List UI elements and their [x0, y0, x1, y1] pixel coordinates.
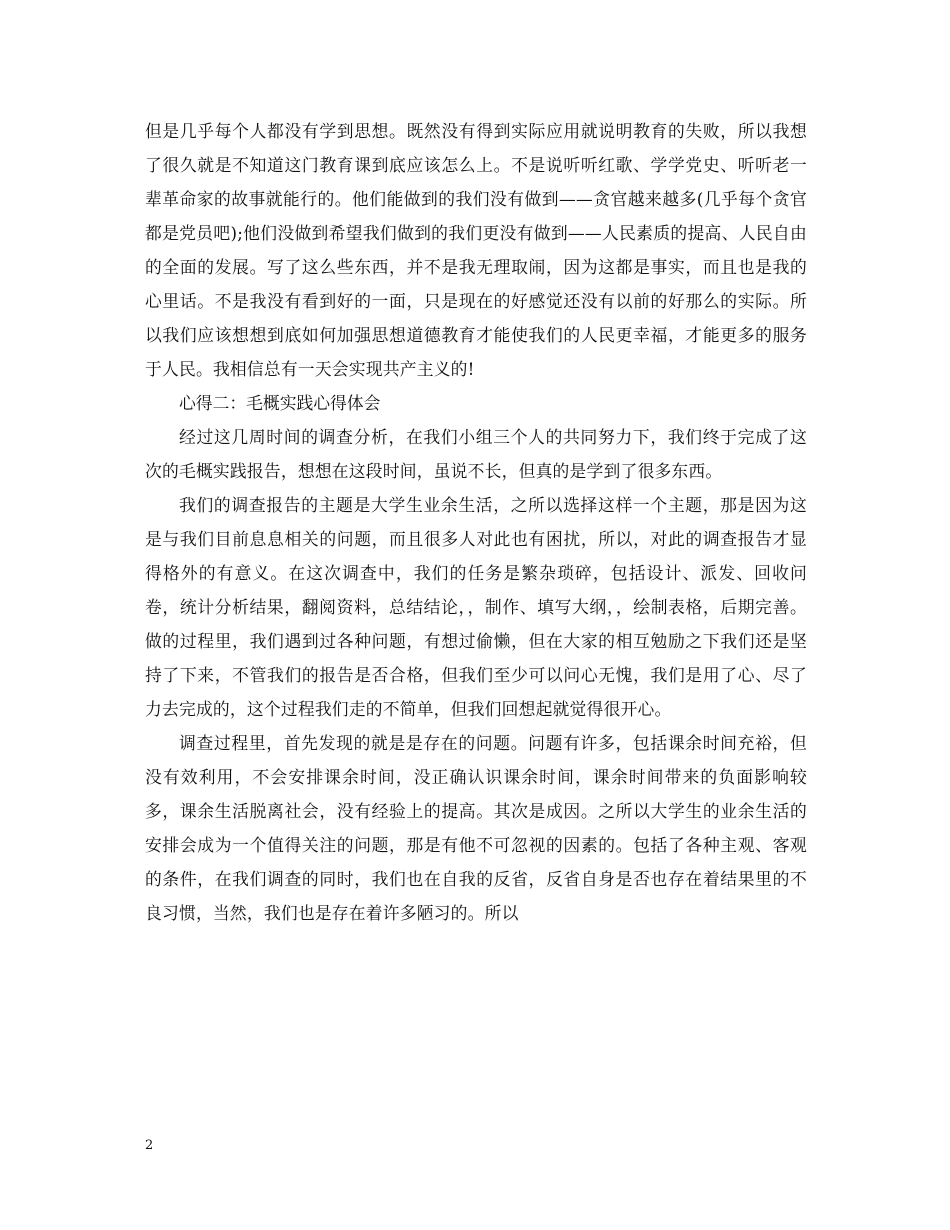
document-body — [145, 114, 807, 930]
paragraph-2: 经过这几周时间的调查分析，在我们小组三个人的共同努力下，我们终于完成了这次的毛概实践报告，想想在这段时间，虽说不长，但真的是学到了很多东西。 — [145, 427, 807, 481]
section-heading: 心得二：毛概实践心得体会 — [179, 393, 381, 413]
page-number: 2 — [145, 1138, 154, 1153]
paragraph-3: 我们的调查报告的主题是大学生业余生活，之所以选择这样一个主题，那是因为这是与我们目前息息相关的问题，而且很多人对此也有困扰，所以，对此的调查报告才显得格外的有意义。在这次调查中，我们的任务是繁杂琐碎，包括设计、派发、回收问卷，统计分析结果，翻阅资料，总结结论，，制作、填写大纲，，绘制表格，后期完善。做的过程里，我们遇到过各种问题，有想过偷懒，但在大家的相互勉励之下我们还是坚持了下来，不管我们的报告是否合格，但我们至少可以问心无愧，我们是用了心、尽了力去完成的，这个过程我们走的不简单，但我们回想起就觉得很开心。 — [145, 495, 807, 719]
paragraph-1: 但是几乎每个人都没有学到思想。既然没有得到实际应用就说明教育的失败，所以我想了很久就是不知道这门教育课到底应该怎么上。不是说听听红歌、学学党史、听听老一辈革命家的故事就能行的。他们能做到的我们没有做到——贪官越来越多(几乎每个贪官都是党员吧);他们没做到希望我们做到的我们更没有做到——人民素质的提高、人民自由的全面的发展。写了这么些东西，并不是我无理取闹，因为这都是事实，而且也是我的心里话。不是我没有看到好的一面，只是现在的好感觉还没有以前的好那么的实际。所以我们应该想想到底如何加强思想道德教育才能使我们的人民更幸福，才能更多的服务于人民。我相信总有一天会实现共产主义的! — [145, 121, 807, 379]
paragraph-4: 调查过程里，首先发现的就是是存在的问题。问题有许多，包括课余时间充裕，但没有效利用，不会安排课余时间，没正确认识课余时间，课余时间带来的负面影响较多，课余生活脱离社会，没有经验上的提高。其次是成因。之所以大学生的业余生活的安排会成为一个值得关注的问题，那是有他不可忽视的因素的。包括了各种主观、客观的条件，在我们调查的同时，我们也在自我的反省，反省自身是否也存在着结果里的不良习惯，当然，我们也是存在着许多陋习的。所以 — [145, 733, 807, 923]
